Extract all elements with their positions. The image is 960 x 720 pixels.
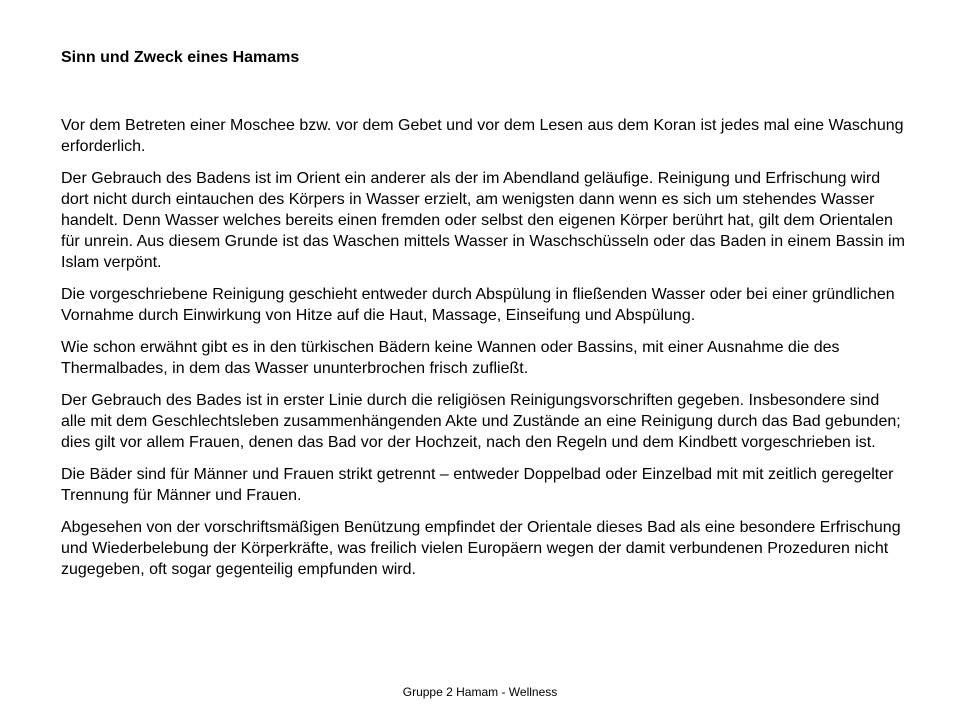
paragraph: Abgesehen von der vorschriftsmäßigen Benützung empfindet der Orientale dieses Bad als eine besondere Erfrischung und Wiederbelebung der Körperkräfte, was freilich vielen Europäern wegen der damit verbundenen Prozeduren nicht zugegeben, oft sogar gegenteilig empfunden wird.	[61, 519, 901, 578]
paragraph: Vor dem Betreten einer Moschee bzw. vor dem Gebet und vor dem Lesen aus dem Koran ist jedes mal eine Waschung erforderlich.	[61, 117, 904, 155]
slide-body	[61, 115, 907, 591]
slide-title: Sinn und Zweck eines Hamams	[61, 49, 300, 66]
slide-footer: Gruppe 2 Hamam - Wellness	[402, 685, 558, 699]
paragraph: Die Bäder sind für Männer und Frauen strikt getrennt – entweder Doppelbad oder Einzelbad mit mit zeitlich geregelter Trennung für Männer und Frauen.	[61, 466, 894, 504]
paragraph: Wie schon erwähnt gibt es in den türkischen Bädern keine Wannen oder Bassins, mit einer Ausnahme die des Thermalbades, in dem das Wasser ununterbrochen frisch zufließt.	[61, 339, 840, 377]
paragraph: Der Gebrauch des Bades ist in erster Linie durch die religiösen Reinigungsvorschriften gegeben. Insbesondere sind alle mit dem Geschlechtsleben zusammenhängenden Akte und Zustände an eine Reinigung durch das Bad gebunden; dies gilt vor allem Frauen, denen das Bad vor der Hochzeit, nach den Regeln und dem Kindbett vorgeschrieben ist.	[61, 392, 901, 451]
paragraph: Die vorgeschriebene Reinigung geschieht entweder durch Abspülung in fließenden Wasser oder bei einer gründlichen Vornahme durch Einwirkung von Hitze auf die Haut, Massage, Einseifung und Abspülung.	[61, 286, 895, 324]
paragraph: Der Gebrauch des Badens ist im Orient ein anderer als der im Abendland geläufige. Reinigung und Erfrischung wird dort nicht durch eintauchen des Körpers in Wasser erzielt, am wenigsten dann wenn es sich um stehendes Wasser handelt. Denn Wasser welches bereits einen fremden oder selbst den eigenen Körper berührt hat, gilt dem Orientalen für unrein. Aus diesem Grunde ist das Waschen mittels Wasser in Waschschüsseln oder das Baden in einem Bassin im Islam verpönt.	[61, 170, 905, 271]
